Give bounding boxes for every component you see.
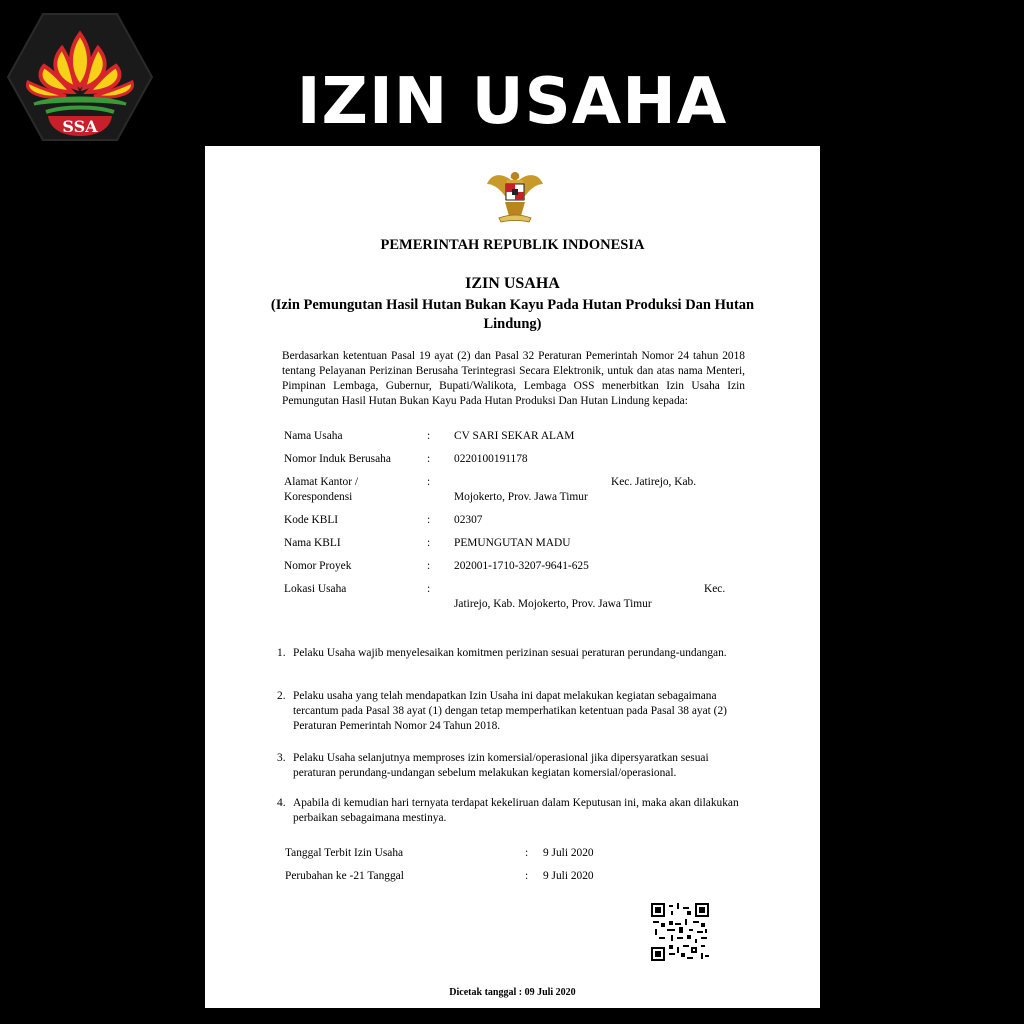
- list-item: [277, 796, 745, 826]
- field-colon: :: [427, 583, 431, 595]
- field-label: Alamat Kantor /: [284, 476, 359, 488]
- date-colon: :: [525, 847, 529, 859]
- field-label: Kode KBLI: [284, 514, 339, 526]
- note-text: Pelaku Usaha wajib menyelesaikan komitmen perizinan sesuai peraturan perundang-undangan.: [293, 647, 727, 659]
- date-label: Perubahan ke -21 Tanggal: [285, 870, 404, 882]
- field-value: 202001-1710-3207-9641-625: [454, 560, 589, 572]
- date-label: Tanggal Terbit Izin Usaha: [285, 847, 404, 859]
- field-value-line2: Mojokerto, Prov. Jawa Timur: [454, 491, 588, 503]
- field-label: Nama KBLI: [284, 537, 341, 549]
- garuda-emblem-icon: [485, 166, 545, 230]
- field-colon: :: [427, 514, 431, 526]
- note-number: 1.: [277, 647, 286, 659]
- field-colon: :: [427, 430, 431, 442]
- qr-code-icon: [651, 903, 709, 961]
- intro-paragraph: Berdasarkan ketentuan Pasal 19 ayat (2) dan Pasal 32 Peraturan Pemerintah Nomor 24 tahun 2018 tentang Pelayanan Perizinan Berusaha Terintegrasi Secara Elektronik, untuk dan atas nama Menteri, Pimpinan Lembaga, Gubernur, Bupati/Walikota, Lembaga OSS menerbitkan Izin Usaha Izin Pemungutan Hasil Hutan Bukan Kayu Pada Hutan Produksi Dan Hutan Lindung kepada:: [282, 350, 745, 407]
- date-colon: :: [525, 870, 529, 882]
- date-value: 9 Juli 2020: [543, 847, 594, 859]
- field-colon: :: [427, 537, 431, 549]
- field-value: CV SARI SEKAR ALAM: [454, 430, 575, 442]
- field-value-line1: Kec.: [704, 583, 726, 595]
- printed-date: Dicetak tanggal : 09 Juli 2020: [449, 987, 576, 998]
- date-value: 9 Juli 2020: [543, 870, 594, 882]
- list-item: [277, 751, 745, 781]
- field-value: 02307: [454, 514, 483, 526]
- document-title: IZIN USAHA: [465, 275, 560, 292]
- field-value-line1: Kec. Jatirejo, Kab.: [611, 476, 697, 488]
- permit-document: [205, 146, 820, 1008]
- logo-text: SSA: [62, 117, 98, 136]
- note-text: Pelaku usaha yang telah mendapatkan Izin Usaha ini dapat melakukan kegiatan sebagaimana tercantum pada Pasal 38 ayat (1) dengan tetap memperhatikan ketentuan pada Pasal 38 ayat (2) Peraturan Pemerintah Nomor 24 Tahun 2018.: [293, 690, 727, 732]
- field-value: 0220100191178: [454, 453, 528, 465]
- note-text: Apabila di kemudian hari ternyata terdapat kekeliruan dalam Keputusan ini, maka akan dilakukan perbaikan sebagaimana mestinya.: [293, 797, 739, 824]
- list-item: [277, 689, 745, 734]
- field-label: Nomor Induk Berusaha: [284, 453, 391, 465]
- field-label: Nomor Proyek: [284, 560, 352, 572]
- field-value-line2: Jatirejo, Kab. Mojokerto, Prov. Jawa Timur: [454, 598, 652, 610]
- government-heading: PEMERINTAH REPUBLIK INDONESIA: [380, 237, 645, 253]
- list-item: [277, 646, 745, 661]
- note-text: Pelaku Usaha selanjutnya memproses izin komersial/operasional jika dipersyaratkan sesuai peraturan perundang-undangan sebelum melakukan kegiatan komersial/operasional.: [293, 752, 709, 779]
- banner-title: IZIN USAHA: [296, 65, 728, 139]
- field-value: PEMUNGUTAN MADU: [454, 537, 571, 549]
- document-subtitle: (Izin Pemungutan Hasil Hutan Bukan Kayu Pada Hutan Produksi Dan Hutan Lindung): [270, 297, 755, 332]
- note-number: 4.: [277, 797, 286, 809]
- field-label: Nama Usaha: [284, 430, 343, 442]
- field-colon: :: [427, 560, 431, 572]
- field-colon: :: [427, 476, 431, 488]
- field-label-line2: Korespondensi: [284, 491, 353, 503]
- note-number: 2.: [277, 690, 286, 702]
- note-number: 3.: [277, 752, 286, 764]
- field-colon: :: [427, 453, 431, 465]
- field-label: Lokasi Usaha: [284, 583, 347, 595]
